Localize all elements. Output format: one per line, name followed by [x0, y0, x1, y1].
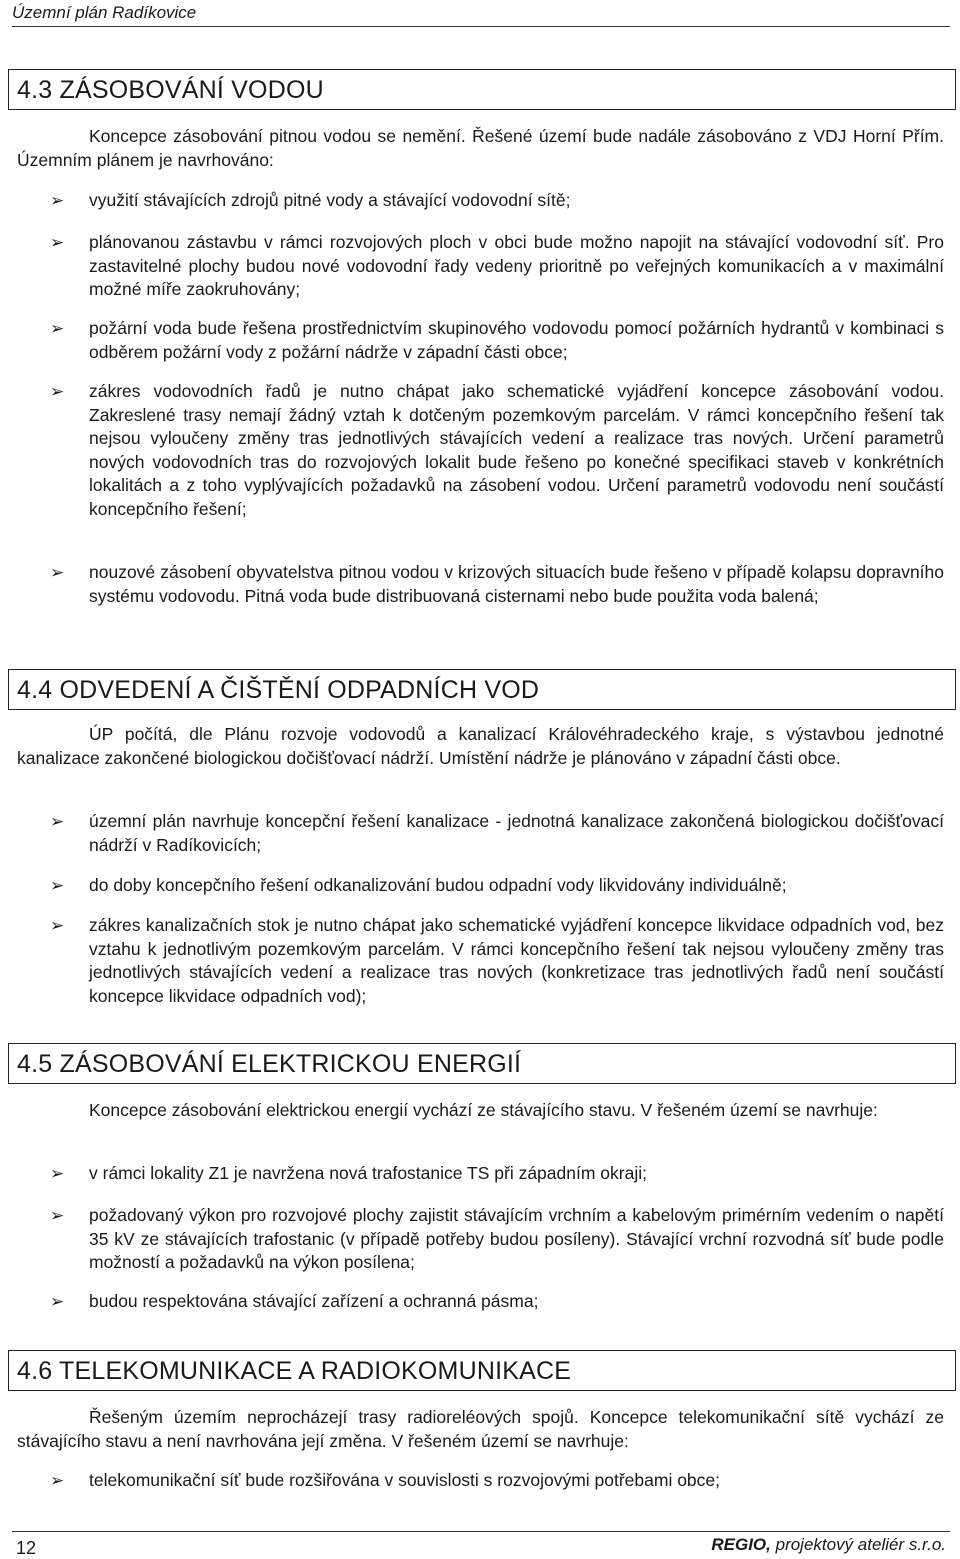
list-item: ➢ využití stávajících zdrojů pitné vody a stávající vodovodní sítě;: [50, 189, 944, 213]
company-name: REGIO, projektový ateliér s.r.o.: [711, 1535, 946, 1554]
list-item: ➢ požární voda bude řešena prostřednictvím skupinového vodovodu pomocí požárních hydrantů v kombinaci s odběrem požární vody z požární nádrže v západní části obce;: [50, 318, 944, 362]
section-intro: Koncepce zásobování elektrickou energií vychází ze stávajícího stavu. V řešeném území se navrhuje:: [89, 1100, 878, 1120]
arrowhead-icon: ➢: [50, 1471, 65, 1490]
arrowhead-icon: ➢: [50, 233, 65, 252]
arrowhead-icon: ➢: [50, 1292, 65, 1311]
arrowhead-icon: ➢: [50, 916, 65, 935]
list-item: ➢ v rámci lokality Z1 je navržena nová trafostanice TS při západním okraji;: [50, 1162, 944, 1186]
arrowhead-icon: ➢: [50, 191, 65, 210]
page-footer: [12, 1531, 950, 1558]
arrowhead-icon: ➢: [50, 319, 65, 338]
section-title: 4.4 ODVEDENÍ A ČIŠTĚNÍ ODPADNÍCH VOD: [17, 676, 540, 704]
list-item: ➢ zákres vodovodních řadů je nutno chápat jako schematické vyjádření koncepce zásobování vodou. Zakreslené trasy nemají žádný vztah k dotčeným pozemkovým parcelám. V rámci koncepčního řešení tak nejsou vyloučeny změny tras jednotlivých stávajících vedení a realizace tras nových. Určení parametrů nových vodovodních tras do rozvojových lokalit bude řešeno po konečné specifikaci staveb v konkrétních lokalitách a z toho vyplývajících požadavků na zásobení vodou. Určení parametrů vodovodu není součástí koncepčního řešení;: [50, 381, 944, 519]
section-heading-4-5: [8, 1043, 956, 1084]
section-intro: Řešeným územím neprocházejí trasy radioreléových spojů. Koncepce telekomunikační sítě vychází ze stávajícího stavu a není navrhována její změna. V řešeném území se navrhuje:: [17, 1407, 944, 1451]
list-item: ➢ zákres kanalizačních stok je nutno chápat jako schematické vyjádření koncepce likvidace odpadních vod, bez vztahu k jednotlivým pozemkovým parcelám. V rámci koncepčního řešení tak nejsou vyloučeny změny tras jednotlivých stávajících vedení a realizace tras nových (konkretizace tras jednotlivých řadů není součástí koncepce likvidace odpadních vod);: [50, 915, 944, 1006]
page-number: 12: [16, 1538, 37, 1558]
arrowhead-icon: ➢: [50, 563, 65, 582]
list-item: ➢ telekomunikační síť bude rozšiřována v souvislosti s rozvojovými potřebami obce;: [50, 1469, 944, 1493]
list-item: ➢ budou respektována stávající zařízení a ochranná pásma;: [50, 1290, 944, 1314]
list-item: ➢ plánovanou zástavbu v rámci rozvojových ploch v obci bude možno napojit na stávající vodovodní síť. Pro zastavitelné plochy budou nové vodovodní řady vedeny prioritně po veřejných komunikacích a v maximální možné míře zaokruhovány;: [50, 232, 944, 299]
section-heading-4-3: [8, 69, 956, 110]
arrowhead-icon: ➢: [50, 876, 65, 895]
document-title: Územní plán Radíkovice: [12, 3, 197, 22]
arrowhead-icon: ➢: [50, 1164, 65, 1183]
section-title: 4.3 ZÁSOBOVÁNÍ VODOU: [17, 76, 324, 104]
list-item: ➢ do doby koncepčního řešení odkanalizování budou odpadní vody likvidovány individuálně;: [50, 874, 944, 898]
page-header: [12, 2, 950, 27]
section-title: 4.5 ZÁSOBOVÁNÍ ELEKTRICKOU ENERGIÍ: [17, 1050, 522, 1078]
arrowhead-icon: ➢: [50, 382, 65, 401]
list-item: ➢ územní plán navrhuje koncepční řešení kanalizace - jednotná kanalizace zakončená biologickou dočišťovací nádrží v Radíkovicích;: [50, 811, 944, 855]
arrowhead-icon: ➢: [50, 812, 65, 831]
list-item: ➢ požadovaný výkon pro rozvojové plochy zajistit stávajícím vrchním a kabelovým primérním vedením o napětí 35 kV ze stávajících trafostanic (v případě potřeby budou posíleny). Stávající vrchní rozvodná síť bude podle možností a požadavků na výkon posílena;: [50, 1205, 944, 1272]
section-intro: ÚP počítá, dle Plánu rozvoje vodovodů a kanalizací Královéhradeckého kraje, s výstavbou jednotné kanalizace zakončené biologickou dočišťovací nádrží. Umístění nádrže je plánováno v západní části obce.: [17, 724, 944, 768]
section-heading-4-4: [8, 669, 956, 710]
section-heading-4-6: [8, 1350, 956, 1391]
arrowhead-icon: ➢: [50, 1206, 65, 1225]
section-intro: Koncepce zásobování pitnou vodou se nemění. Řešené území bude nadále zásobováno z VDJ Horní Přím. Územním plánem je navrhováno:: [17, 126, 944, 170]
section-title: 4.6 TELEKOMUNIKACE A RADIOKOMUNIKACE: [17, 1357, 572, 1385]
list-item: ➢ nouzové zásobení obyvatelstva pitnou vodou v krizových situacích bude řešeno v případě kolapsu dopravního systému vodovodu. Pitná voda bude distribuovaná cisternami nebo bude použita voda balená;: [50, 562, 944, 606]
